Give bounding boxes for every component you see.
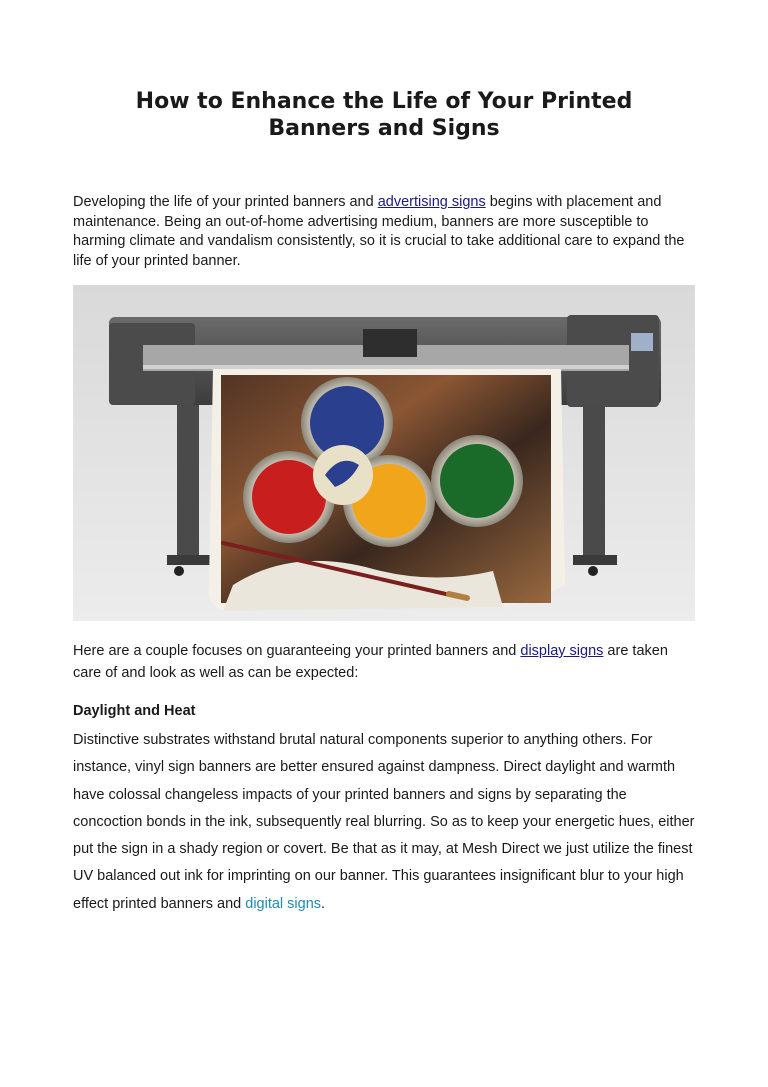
- focus-text-start: Here are a couple focuses on guaranteeing your printed banners and: [73, 643, 521, 659]
- focus-text-end: are taken care of and look as well as can be expected:: [73, 643, 668, 681]
- display-signs-link[interactable]: display signs: [520, 643, 604, 659]
- intro-paragraph: [73, 193, 697, 271]
- section-text-end: .: [321, 895, 326, 912]
- focus-paragraph: [73, 640, 697, 684]
- digital-signs-link[interactable]: digital signs: [245, 895, 322, 912]
- intro-text-start: Developing the life of your printed banners and: [73, 194, 378, 210]
- section-text-start: Distinctive substrates withstand brutal natural components superior to anything others. For instance, vinyl sign banners are better ensured against dampness. Direct daylight and warmth have colossal changeless impacts of your printed banners and signs by separating the concoction bonds in the ink, subsequently real blurring. So as to keep your energetic hues, either put the sign in a shady region or covert. Be that as it may, at Mesh Direct we just utilize the finest UV balanced out ink for imprinting on our banner. This guarantees insignificant blur to your high effect printed banners and: [73, 732, 695, 912]
- intro-text-end: begins with placement and maintenance. Being an out-of-home advertising medium, banners are more susceptible to harming climate and vandalism consistently, so it is crucial to take additional care to expand the life of your printed banner.: [73, 194, 685, 269]
- document-title: How to Enhance the Life of Your Printed Banners and Signs: [135, 89, 633, 141]
- advertising-signs-link[interactable]: advertising signs: [377, 194, 486, 210]
- printer-banner-image: [73, 285, 695, 621]
- section-paragraph: [73, 727, 697, 918]
- section-heading: Daylight and Heat: [73, 703, 196, 719]
